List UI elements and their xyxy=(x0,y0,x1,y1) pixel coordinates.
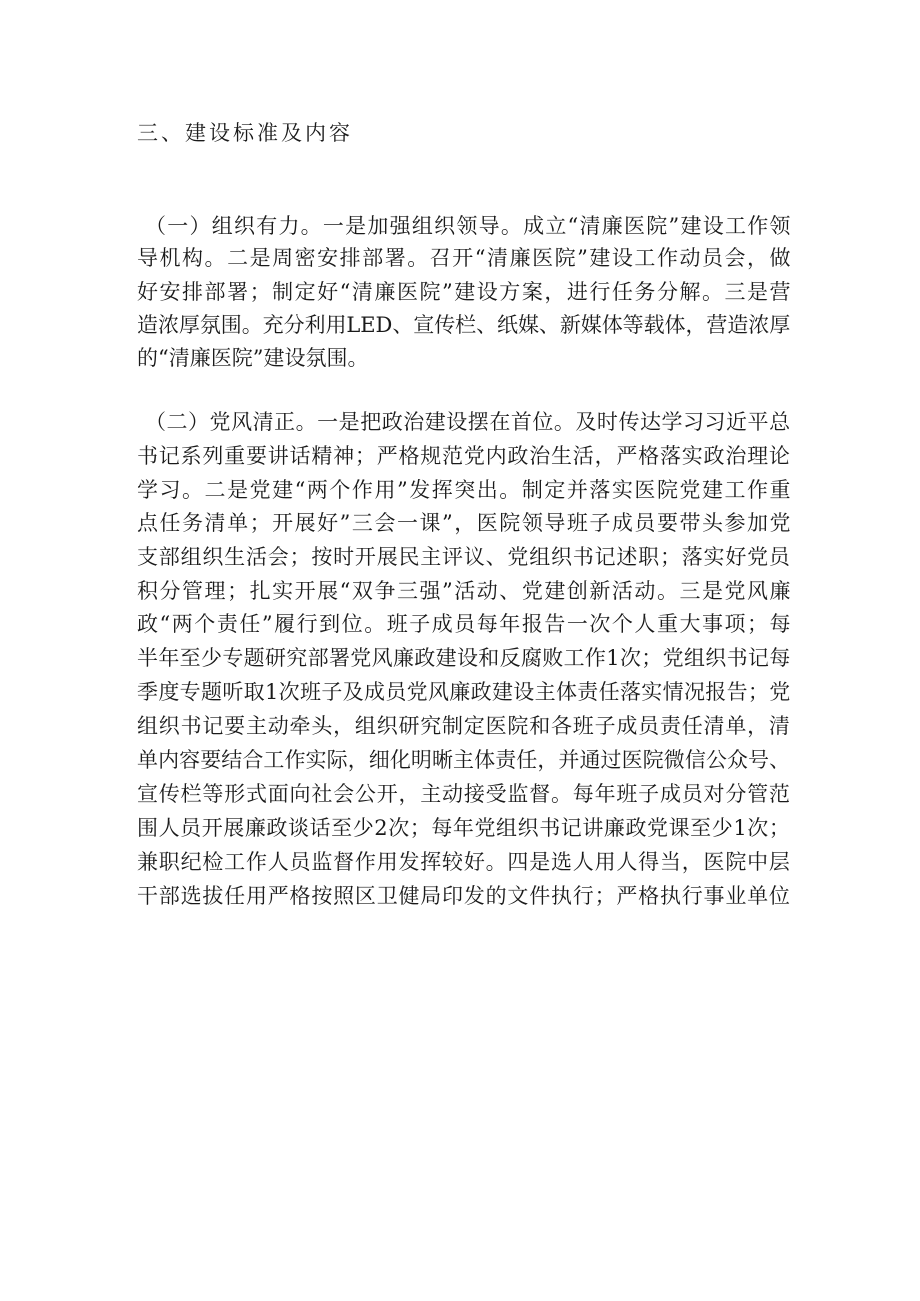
paragraph-line: 导机构。二是周密安排部署。召开“清廉医院”建设工作动员会，做 xyxy=(137,246,793,270)
paragraph-line: 造浓厚氛围。充分利用LED、宣传栏、纸媒、新媒体等载体，营造浓厚 xyxy=(137,313,791,337)
paragraph-line: 半年至少专题研究部署党风廉政建设和反腐败工作1次；党组织书记每 xyxy=(137,646,791,670)
paragraph-line: 政“两个责任”履行到位。班子成员每年报告一次个人重大事项；每 xyxy=(137,612,793,636)
paragraph-line: 点任务清单；开展好”三会一课”，医院领导班子成员要带头参加党 xyxy=(137,511,793,535)
paragraph-line: 兼职纪检工作人员监督作用发挥较好。四是选人用人得当，医院中层 xyxy=(137,850,791,874)
paragraph-line: 组织书记要主动牵头，组织研究制定医院和各班子成员责任清单，清 xyxy=(137,714,791,738)
paragraph-line: 支部组织生活会；按时开展民主评议、党组织书记述职；落实好党员 xyxy=(137,545,791,569)
paragraph-line: 积分管理；扎实开展“双争三强”活动、党建创新活动。三是党风廉 xyxy=(137,579,793,603)
paragraph-line: 干部选拔任用严格按照区卫健局印发的文件执行；严格执行事业单位 xyxy=(137,884,791,908)
paragraph-line: （二）党风清正。一是把政治建设摆在首位。及时传达学习习近平总 xyxy=(145,410,791,434)
paragraph-line: 学习。二是党建“两个作用”发挥突出。制定并落实医院党建工作重 xyxy=(137,478,793,502)
paragraph-line: 季度专题听取1次班子及成员党风廉政建设主体责任落实情况报告；党 xyxy=(137,680,791,704)
paragraph-line: 围人员开展廉政谈话至少2次；每年党组织书记讲廉政党课至少1次； xyxy=(137,816,791,840)
paragraph-line: 书记系列重要讲话精神；严格规范党内政治生活，严格落实政治理论 xyxy=(137,444,791,468)
section-heading: 三、建设标准及内容 xyxy=(137,121,353,145)
paragraph-line: 单内容要结合工作实际，细化明晰主体责任，并通过医院微信公众号、 xyxy=(137,748,791,772)
paragraph-line: 好安排部署；制定好“清廉医院”建设方案，进行任务分解。三是营 xyxy=(137,280,793,304)
paragraph-line: 宣传栏等形式面向社会公开，主动接受监督。每年班子成员对分管范 xyxy=(137,782,791,806)
paragraph-line: 的“清廉医院”建设氛围。 xyxy=(137,346,369,370)
paragraph-line: （一）组织有力。一是加强组织领导。成立“清廉医院”建设工作领 xyxy=(145,214,792,238)
